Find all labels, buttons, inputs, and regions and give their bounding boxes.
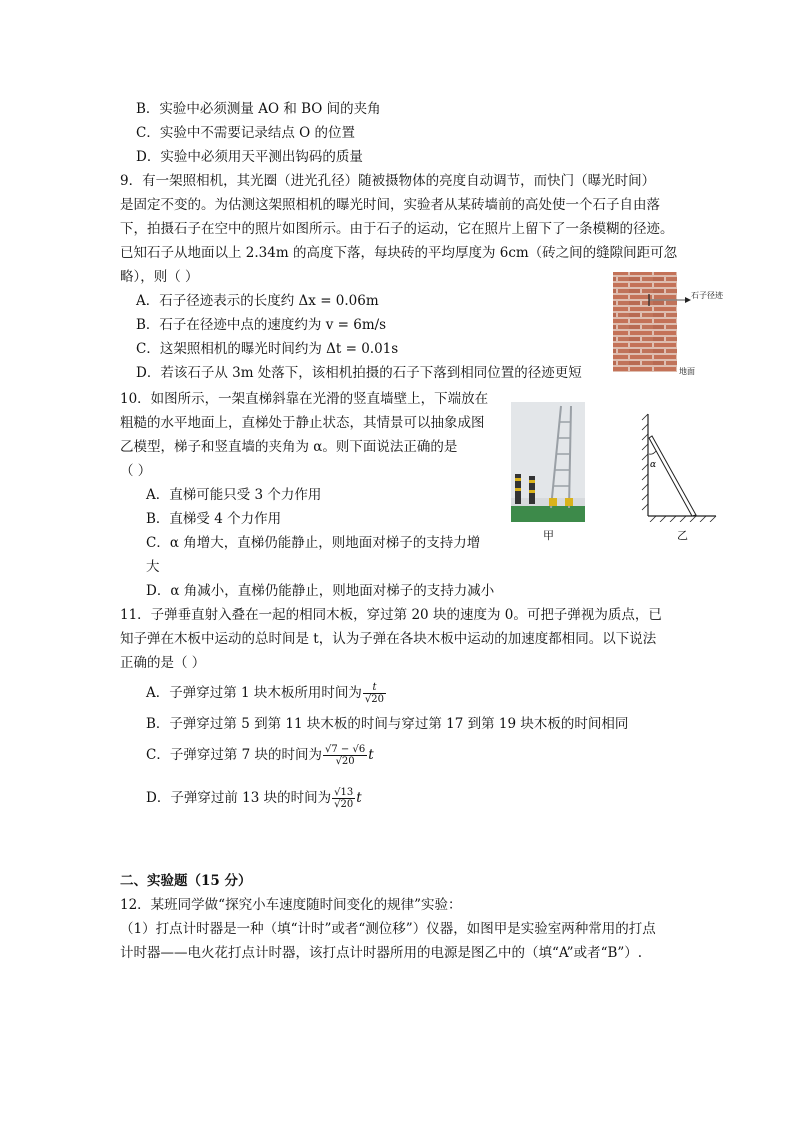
q11-option-a-fraction xyxy=(363,682,386,705)
q10-option-c-line1: C．α 角增大，直梯仍能静止，则地面对梯子的支持力增 xyxy=(146,535,481,551)
frac-numerator: √13 xyxy=(334,787,354,798)
ladder-photo xyxy=(511,402,585,522)
frac-denominator: √20 xyxy=(334,799,354,810)
fig-jia-label: 甲 xyxy=(543,529,554,542)
q11-option-c xyxy=(146,740,374,770)
q11-option-d xyxy=(146,783,362,813)
q9-stem-line1: 9．有一架照相机，其光圈（进光孔径）随被摄物体的亮度自动调节，而快门（曝光时间） xyxy=(120,173,656,189)
q11-option-c-text: C．子弹穿过第 7 块的时间为 xyxy=(146,747,323,763)
q11-option-c-fraction xyxy=(323,744,367,767)
q12-part1-line2: 计时器——电火花打点计时器，该打点计时器所用的电源是图乙中的（填“A”或者“B”）. xyxy=(120,945,643,961)
frac-denominator: √20 xyxy=(335,756,355,767)
q11-option-d-fraction xyxy=(332,787,355,810)
q10-stem-line1: 10．如图所示，一架直梯斜靠在光滑的竖直墙壁上，下端放在 xyxy=(120,391,489,407)
q11-option-d-tail: t xyxy=(356,790,362,806)
q11-stem-line3: 正确的是（ ） xyxy=(120,655,206,671)
q9-option-d: D．若该石子从 3m 处落下，该相机拍摄的石子下落到相同位置的径迹更短 xyxy=(136,365,582,381)
frac-numerator: t xyxy=(363,682,386,694)
q12-stem: 12．某班同学做“探究小车速度随时间变化的规律”实验： xyxy=(120,897,462,913)
brick-wall xyxy=(613,272,677,372)
q9-stem-line5: 略），则（ ） xyxy=(120,269,199,285)
frac-denominator: √20 xyxy=(364,694,385,705)
brick-wall-figure xyxy=(605,270,725,380)
q9-option-b: B．石子在径迹中点的速度约为 v = 6m/s xyxy=(136,317,387,333)
q11-option-b: B．子弹穿过第 5 到第 11 块木板的时间与穿过第 17 到第 19 块木板的时间相同 xyxy=(146,716,629,732)
q11-option-d-text: D．子弹穿过前 13 块的时间为 xyxy=(146,790,332,806)
section-2-title: 二、实验题（15 分） xyxy=(120,873,252,889)
q10-option-d: D．α 角减小，直梯仍能静止，则地面对梯子的支持力减小 xyxy=(146,583,495,599)
q8-option-d: D．实验中必须用天平测出钩码的质量 xyxy=(136,149,363,165)
q9-option-a: A．石子径迹表示的长度约 Δx = 0.06m xyxy=(136,293,379,309)
q9-option-c: C．这架照相机的曝光时间约为 Δt = 0.01s xyxy=(136,341,399,357)
q9-stem-line4: 已知石子从地面以上 2.34m 的高度下落，每块砖的平均厚度为 6cm（砖之间的缝隙间距可忽 xyxy=(120,245,678,261)
alpha-label: α xyxy=(650,460,657,470)
q10-option-c-line2: 大 xyxy=(146,559,160,575)
q10-option-b: B．直梯受 4 个力作用 xyxy=(146,511,282,527)
q10-option-a: A．直梯可能只受 3 个力作用 xyxy=(146,487,322,503)
ladder-model-diagram xyxy=(640,412,720,522)
trace-label: 石子径迹 xyxy=(691,291,723,300)
q12-part1-line1: （1）打点计时器是一种（填“计时”或者“测位移”）仪器，如图甲是实验室两种常用的打点 xyxy=(120,921,656,937)
q11-stem-line1: 11．子弹垂直射入叠在一起的相同木板，穿过第 20 块的速度为 0。可把子弹视为质点，已 xyxy=(120,607,662,623)
q9-stem-line2: 是固定不变的。为估测这架照相机的曝光时间，实验者从某砖墙前的高处使一个石子自由落 xyxy=(120,197,660,213)
q11-option-a-text: A．子弹穿过第 1 块木板所用时间为 xyxy=(146,685,362,701)
q10-stem-line3: 乙模型，梯子和竖直墙的夹角为 α。则下面说法正确的是 xyxy=(120,439,458,455)
q11-stem-line2: 知子弹在木板中运动的总时间是 t，认为子弹在各块木板中运动的加速度都相同。以下说法 xyxy=(120,631,657,647)
q11-option-a xyxy=(146,678,387,708)
q8-option-b: B．实验中必须测量 AO 和 BO 间的夹角 xyxy=(136,101,381,117)
ground-label: 地面 xyxy=(679,367,695,376)
q10-stem-line4: （ ） xyxy=(120,463,152,479)
fig-yi-label: 乙 xyxy=(677,529,688,542)
q11-option-c-tail: t xyxy=(368,747,374,763)
q10-stem-line2: 粗糙的水平地面上，直梯处于静止状态，其情景可以抽象成图 xyxy=(120,415,485,431)
frac-numerator: √7 − √6 xyxy=(325,744,366,755)
q9-stem-line3: 下，拍摄石子在空中的照片如图所示。由于石子的运动，它在照片上留下了一条模糊的径迹。 xyxy=(120,221,674,237)
q8-option-c: C．实验中不需要记录结点 O 的位置 xyxy=(136,125,355,141)
